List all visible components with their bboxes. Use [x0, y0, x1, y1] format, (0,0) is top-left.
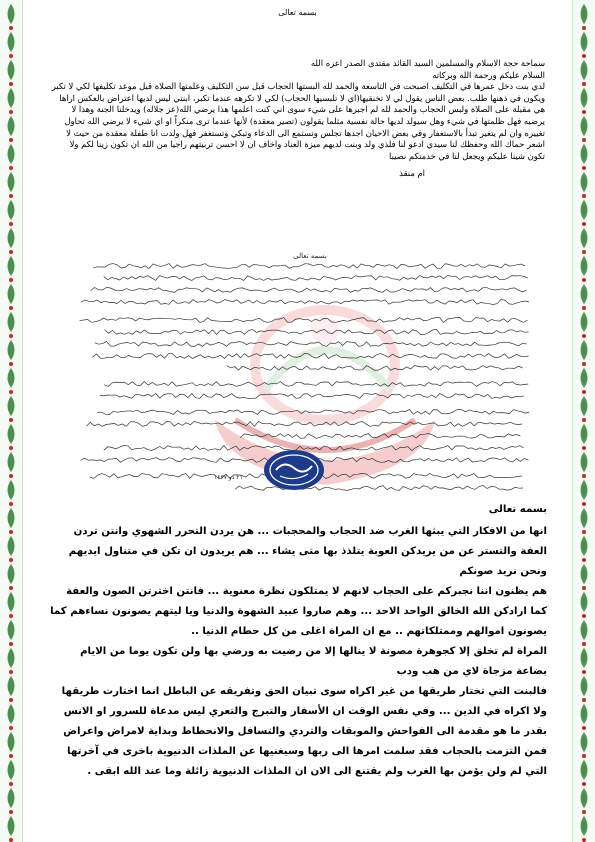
answer-transcription: [48, 500, 547, 782]
floral-border-pattern-icon: [573, 0, 595, 842]
transcription-paragraph: فالبنت التي تختار طريقها من غير اكراه سوى تبيان الحق وتفريقه عن الباطل انما اختارت طريقها ولا اكراه في الدين ... وفي نفس الوقت ان الأسفار والتبرج والتعري ليس مدعاة للسرور او الانس بقدر ما هو مقدمة الى الفواحش والموبقات والتردي والتسافل والانحطاط وبداية لامراض واعراض فمن التزمت بالحجاب فقد سلمت امرها الى ربها وسيغنيها عن الملذات الدنيوية باخرى في آخرتها التي لم ولن يؤمن بها الغرب ولم يقتنع الى الان ان الملذات الدنيوية زائلة وما عند الله ابقى .: [61, 686, 547, 777]
transcription-paragraph: انها من الافكار التي يبثها الغرب ضد الحجاب والمحجبات ... هن يردن التحرر الشهوي وانتن تردن العفة والتستر عن من يريدكن العوبة يتلذذ بها متى يشاء ... هم يريدون ان تكن في متناول ايديهم ونحن نريد صونكم: [68, 526, 547, 577]
document-page: [30, 0, 565, 842]
handwritten-header: بسمه تعالى: [293, 252, 327, 260]
transcription-paragraph: المراة لم تخلق إلا كجوهرة مصونة لا ينالها إلا من رضيت به ورضي بها ولن تكون يوما من الايام بضاعة مزجاة لاي من هب ودب: [80, 646, 547, 677]
page-header: بسمه تعالى: [278, 8, 317, 17]
letter-greeting: السلام عليكم ورحمة الله وبركاته: [432, 69, 545, 80]
floral-border-pattern-icon: [0, 0, 22, 842]
question-letter: [50, 58, 545, 180]
letter-signature: ام منقذ: [399, 168, 425, 179]
letter-body: لدي بنت دخل عمرها في التكليف اصبحت في التاسعة والحمد لله البستها الحجاب قبل سن التكليف وعلمتها الصلاة قبل موعد تكليفها لكي لا تكبر ويكون في ذهنها طلب. بعض الناس يقول لي لا تخنقيها(اي لا تلبسيها الحجاب) لكي لا تكرهه عندما تكبر، ابنتي ليس لديها اعتراض بالعكس اراها هي مقبلة على الصلاة ولبس الحجاب والحمد لله لم اجبرها على شيء سوى اني كنت اعلمها هذا يرضي الله(عز جلاله) ويدخلنا الجنة وهذا لا يرضيه فهل ظلمتها في شيء وهل سيولد لديها حالة نفسية مثلما يقولون (تصير معقدة) لأنها عندما ترى منكراً او اي شيء لا يرضي الله تحاول تغييره وان لم يتغير تبدأ بالاستغفار وفي بعض الاحيان اجدها تجلس وتستمع الى الدعاء وتبكي وتستغفر فهل ولدت انا طفلة معقدة من حيث لا اشعر حماك الله وحفظك لنا سيدي ادعو لنا فلذي ولد وبنت لديهم ميزة العناد واخاف ان لا احسن تربيتهم راجيا من الله ان تكون زينا لكم ولا تكون شينا عليكم ويجعل لنا في خدمتكم نصيبا: [51, 81, 545, 161]
left-floral-border: [0, 0, 23, 842]
seal-stamp-icon: [262, 448, 326, 492]
handwritten-date: ٢١ ذو ١٤٣٧: [214, 474, 243, 481]
letter-salutation: سماحة حجة الاسلام والمسلمين السيد القائد مقتدى الصدر اعزه الله: [310, 58, 545, 68]
transcription-paragraph: هم يظنون اننا نجبركم على الحجاب لانهم لا يمتلكون نظرة معنوية ... فانتن اخترتن الصون والعفة كما ارادكن الله الخالق الواحد الاحد ... وهم صاروا عبيد الشهوة والدنيا ويا ليتهم يصونون نساءهم كما يصونون اموالهم وممتلكاتهم .. مع ان المراة اغلى من كل حطام الدنيا ..: [50, 586, 547, 637]
transcription-title: بسمه تعالى: [488, 504, 547, 515]
right-floral-border: [572, 0, 595, 842]
